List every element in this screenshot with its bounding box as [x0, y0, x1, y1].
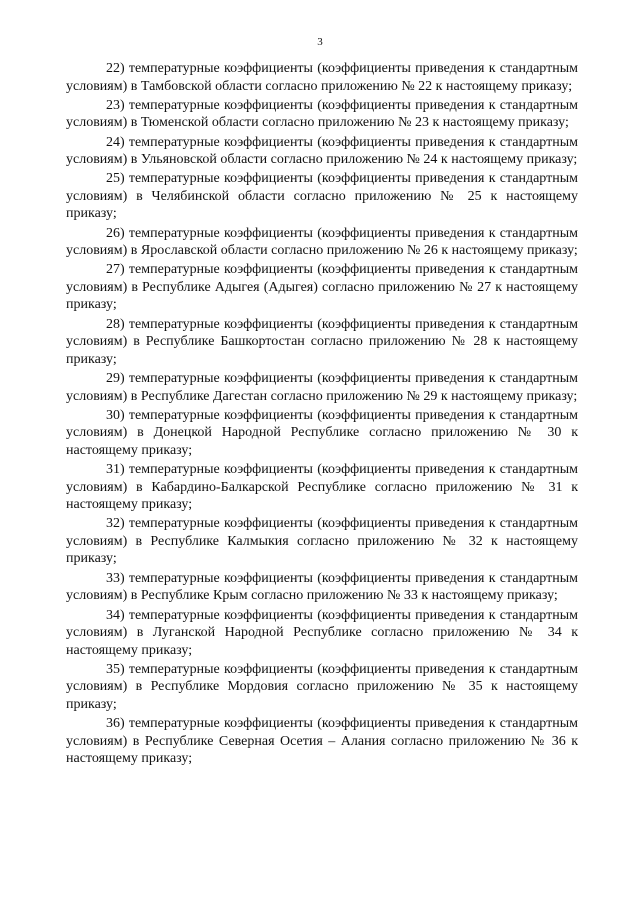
page-number: 3 [317, 36, 323, 48]
list-item: 23) температурные коэффициенты (коэффициенты приведения к стандартным условиям) в Тюменской области согласно приложению № 23 к настоящему приказу; [66, 97, 578, 131]
list-item: 31) температурные коэффициенты (коэффициенты приведения к стандартным условиям) в Кабардино-Балкарской Республике согласно приложению № 31 к настоящему приказу; [66, 462, 578, 513]
list-item: 34) температурные коэффициенты (коэффициенты приведения к стандартным условиям) в Луганской Народной Республике согласно приложению № 34 к настоящему приказу; [66, 607, 578, 658]
order-items-list [66, 60, 578, 769]
list-item: 26) температурные коэффициенты (коэффициенты приведения к стандартным условиям) в Ярославской области согласно приложению № 26 к настоящему приказу; [66, 225, 578, 259]
list-item: 22) температурные коэффициенты (коэффициенты приведения к стандартным условиям) в Тамбовской области согласно приложению № 22 к настоящему приказу; [66, 61, 578, 94]
list-item: 24) температурные коэффициенты (коэффициенты приведения к стандартным условиям) в Ульяновской области согласно приложению № 24 к настоящему приказу; [66, 134, 578, 168]
list-item: 25) температурные коэффициенты (коэффициенты приведения к стандартным условиям) в Челябинской области согласно приложению № 25 к настоящему приказу; [66, 171, 578, 222]
list-item: 32) температурные коэффициенты (коэффициенты приведения к стандартным условиям) в Республике Калмыкия согласно приложению № 32 к настоящему приказу; [66, 516, 578, 567]
list-item: 27) температурные коэффициенты (коэффициенты приведения к стандартным условиям) в Республике Адыгея (Адыгея) согласно приложению № 27 к настоящему приказу; [66, 262, 578, 313]
list-item: 29) температурные коэффициенты (коэффициенты приведения к стандартным условиям) в Республике Дагестан согласно приложению № 29 к настоящему приказу; [66, 371, 578, 404]
list-item: 30) температурные коэффициенты (коэффициенты приведения к стандартным условиям) в Донецкой Народной Республике согласно приложению № 30 к настоящему приказу; [66, 407, 578, 458]
list-item: 36) температурные коэффициенты (коэффициенты приведения к стандартным условиям) в Республике Северная Осетия – Алания согласно приложению № 36 к настоящему приказу; [66, 716, 578, 767]
list-item: 28) температурные коэффициенты (коэффициенты приведения к стандартным условиям) в Республике Башкортостан согласно приложению № 28 к настоящему приказу; [66, 316, 578, 367]
list-item: 35) температурные коэффициенты (коэффициенты приведения к стандартным условиям) в Республике Мордовия согласно приложению № 35 к настоящему приказу; [66, 661, 578, 712]
list-item: 33) температурные коэффициенты (коэффициенты приведения к стандартным условиям) в Республике Крым согласно приложению № 33 к настоящему приказу; [66, 570, 578, 604]
